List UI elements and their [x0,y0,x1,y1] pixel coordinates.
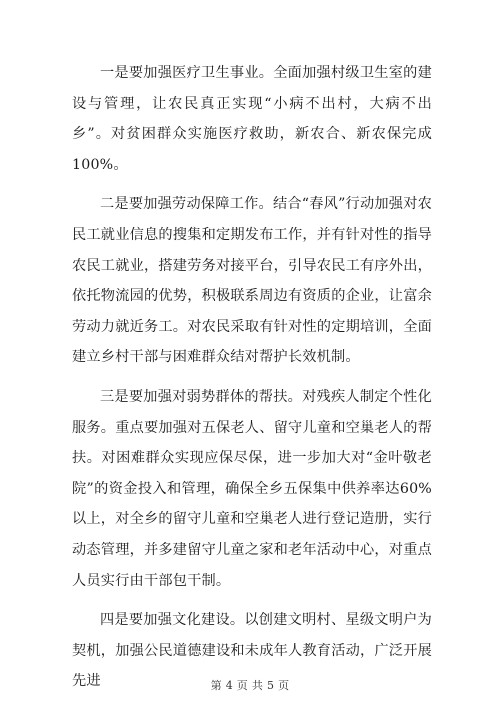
document-body [72,58,432,706]
paragraph-vulnerable: 三是要加强对弱势群体的帮扶。对残疾人制定个性化服务。重点要加强对五保老人、留守儿童和空巢老人的帮扶。对困难群众实现应保尽保，进一步加大对“金叶敬老院”的资金投入和管理，确保全乡五保集中供养率达60%以上，对全乡的留守儿童和空巢老人进行登记造册，实行动态管理，并多建留守儿童之家和老年活动中心，对重点人员实行由干部包干制。 [72,388,432,589]
page-footer: 第 4 页 共 5 页 [210,679,290,692]
paragraph-labor: 二是要加强劳动保障工作。结合“春风”行动加强对农民工就业信息的搜集和定期发布工作，并有针对性的指导农民工就业，搭建劳务对接平台，引导农民工有序外出，依托物流园的优势，积极联系周边有资质的企业，让富余劳动力就近务工。对农民采取有针对性的定期培训，全面建立乡村干部与困难群众结对帮护长效机制。 [72,196,432,366]
paragraph-medical: 一是要加强医疗卫生事业。全面加强村级卫生室的建设与管理，让农民真正实现“小病不出村，大病不出乡”。对贫困群众实施医疗救助，新农合、新农保完成100%。 [72,65,432,173]
paragraph-culture: 四是要加强文化建设。以创建文明村、星级文明户为契机，加强公民道德建设和未成年人教育活动，广泛开展先进 [72,612,432,690]
